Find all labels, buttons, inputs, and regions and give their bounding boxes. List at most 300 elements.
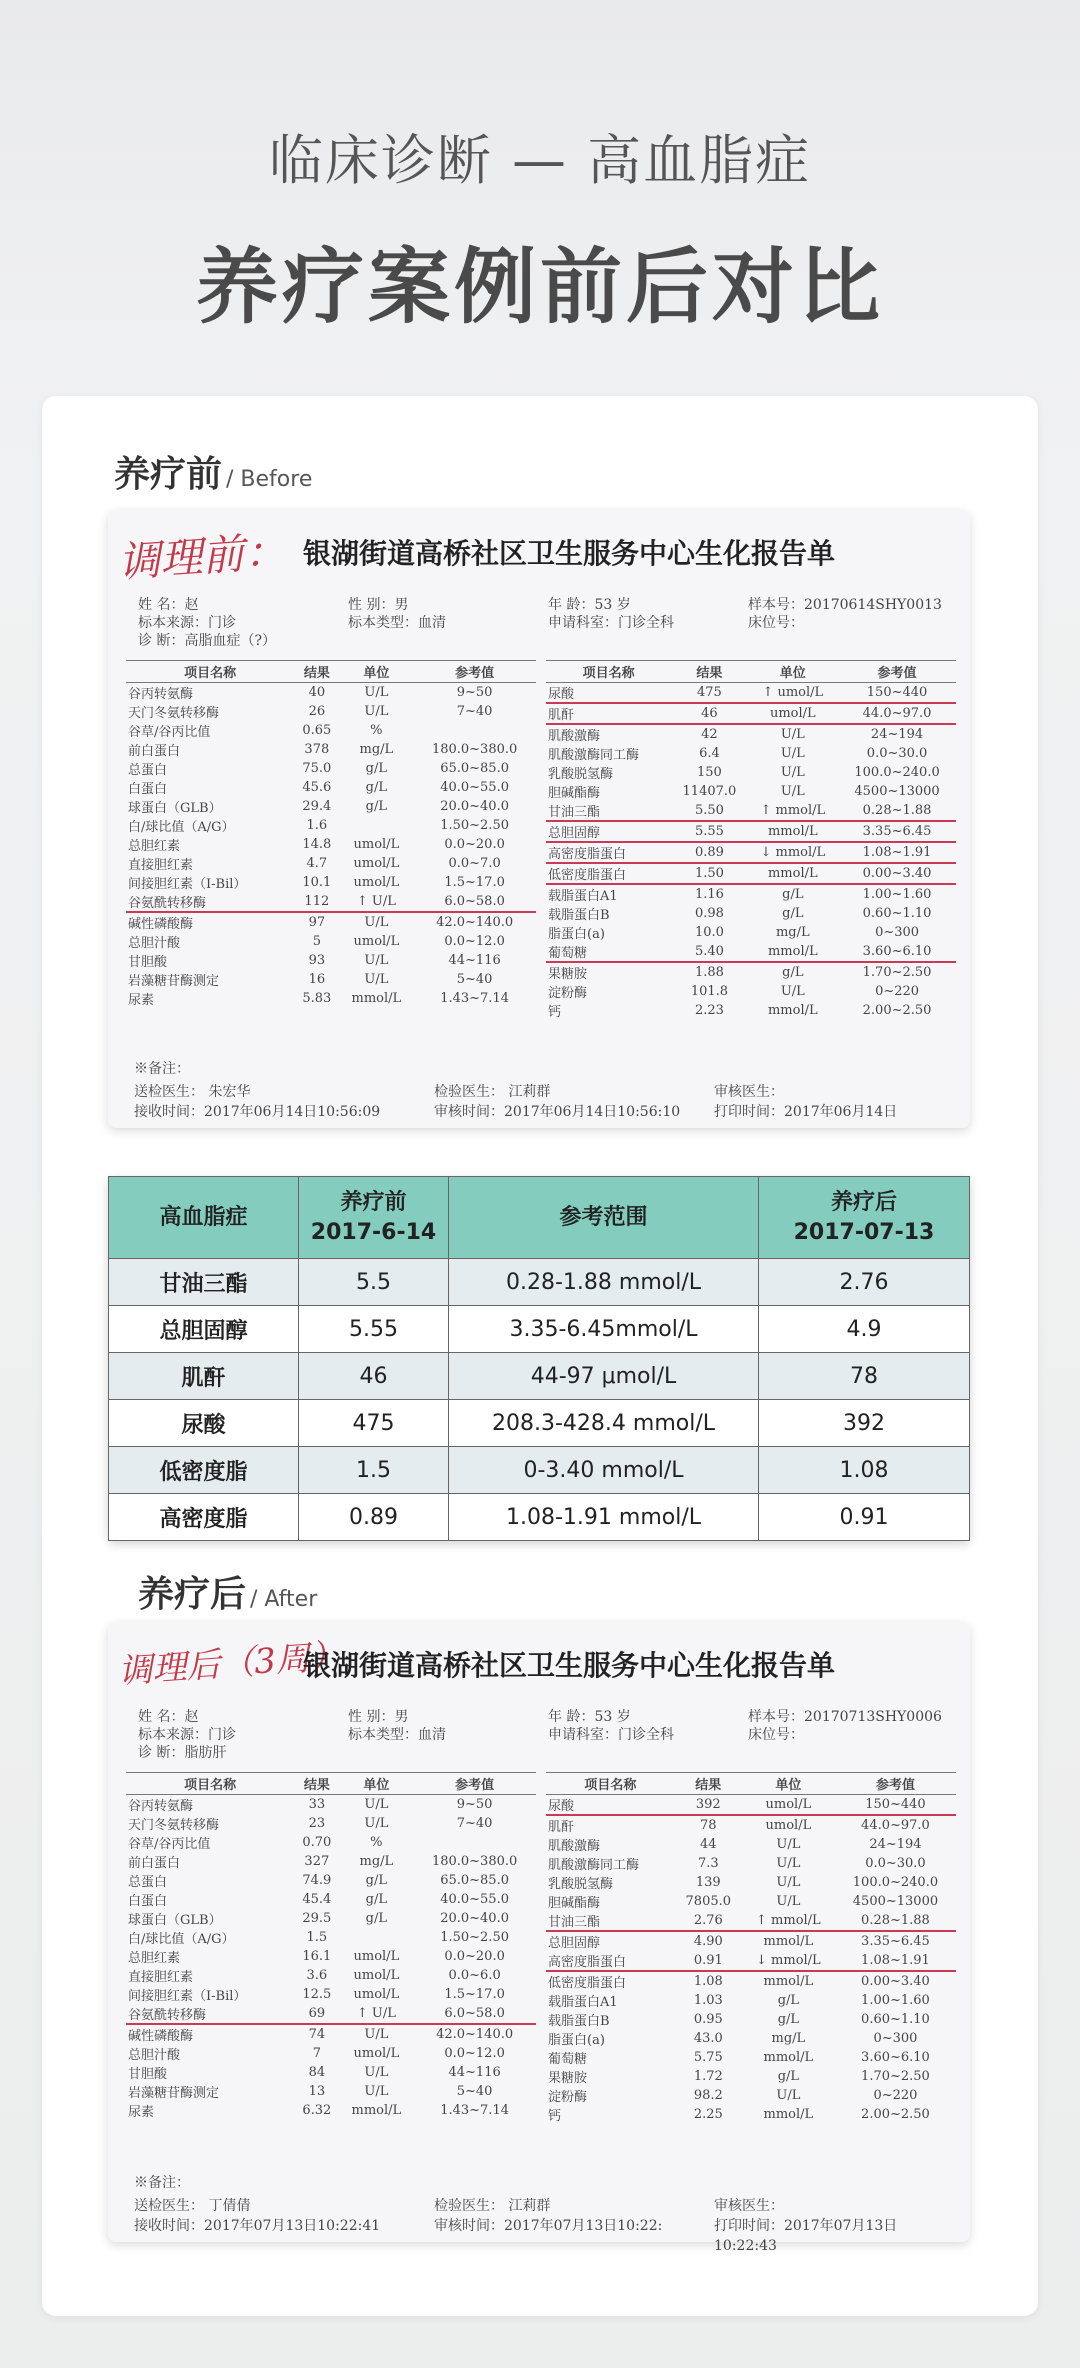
lab-row [546, 763, 956, 782]
lab-unit: mmol/L [763, 2050, 814, 2065]
lab-row [546, 801, 956, 821]
lab-item-name: 低密度脂蛋白 [546, 863, 671, 884]
lab-unit: umol/L [765, 1818, 812, 1833]
lab-reference: 2.00~2.50 [862, 1003, 932, 1018]
lab-item-name: 前白蛋白 [128, 1856, 181, 1871]
compare-header: 养疗前 2017-6-14 [299, 1177, 449, 1259]
compare-after: 1.08 [759, 1447, 970, 1494]
compare-row [109, 1353, 970, 1400]
lab-column-header: 参考值 [835, 1773, 956, 1795]
lab-reference: 3.60~6.10 [861, 2050, 930, 2065]
lab-result: 392 [675, 1795, 742, 1816]
lab-row [546, 1854, 956, 1873]
lab-result: 5.40 [671, 942, 747, 962]
lab-result: 74 [308, 2027, 326, 2042]
lab-item-name: 葡萄糖 [548, 2052, 588, 2067]
lab-row [126, 1814, 536, 1833]
lab-item-name: 谷氨酰转移酶 [126, 892, 294, 912]
report-meta [138, 1708, 950, 1762]
lab-row [126, 873, 536, 892]
report-footer [134, 2196, 950, 2256]
lab-item-name: 谷丙转氨酶 [128, 687, 194, 702]
lab-result: 1.16 [694, 887, 724, 902]
lab-item-name: 总胆固醇 [548, 1936, 601, 1951]
lab-reference: 1.5~17.0 [444, 875, 505, 890]
lab-unit: g/L [365, 1911, 388, 1926]
lab-row [546, 1795, 956, 1816]
lab-unit: U/L [780, 727, 805, 742]
lab-item-name: 谷丙转氨酶 [128, 1799, 194, 1814]
meta-bed: 床位号： [748, 615, 804, 631]
lab-unit: U/L [364, 953, 389, 968]
lab-result: 14.8 [302, 837, 332, 852]
lab-item-name: 白/球比值（A/G） [128, 1932, 235, 1947]
lab-reference: 0.0~30.0 [865, 1856, 926, 1871]
lab-result: 3.6 [306, 1968, 328, 1983]
lab-result: 69 [294, 2004, 339, 2024]
lab-row [126, 683, 536, 703]
lab-reference: 3.35~6.45 [861, 1934, 930, 1949]
meta-age: 年 龄：53 岁 [548, 597, 631, 613]
lab-reference: 0~300 [875, 925, 920, 940]
lab-row [126, 2063, 536, 2082]
lab-row [546, 884, 956, 904]
lab-reference: 0.0~12.0 [444, 2046, 505, 2061]
lab-result: 26 [308, 704, 326, 719]
lab-result: 7 [312, 2046, 321, 2061]
lab-item-name: 碱性磷酸酶 [128, 2029, 194, 2044]
lab-reference: 150~440 [838, 683, 956, 704]
lab-result: 1.6 [306, 818, 328, 833]
lab-result: 112 [294, 892, 339, 912]
lab-reference [413, 1833, 536, 1852]
lab-reference: 40.0~55.0 [440, 1892, 509, 1907]
meta-diagnosis: 诊 断：脂肪肝 [138, 1745, 227, 1761]
lab-unit: g/L [365, 761, 388, 776]
lab-unit: umol/L [353, 856, 400, 871]
lab-item-name: 球蛋白（GLB） [128, 801, 222, 816]
handwritten-stamp: 调理前： [116, 526, 288, 587]
lab-row [546, 744, 956, 763]
compare-header: 参考范围 [449, 1177, 759, 1259]
footer-doctor: 送检医生： 朱宏华 [134, 1084, 251, 1100]
lab-result: 5.75 [693, 2050, 723, 2065]
lab-row [126, 778, 536, 797]
lab-item-name: 总胆红素 [128, 1951, 181, 1966]
lab-item-name: 岩藻糖苷酶测定 [128, 974, 220, 989]
lab-item-name: 高密度脂蛋白 [546, 1951, 675, 1971]
footer-received: 接收时间：2017年07月13日10:22:41 [134, 2218, 381, 2234]
lab-reference: 6.0~58.0 [413, 892, 536, 912]
lab-table-left [126, 660, 536, 1008]
lab-reference: 0.0~7.0 [448, 856, 501, 871]
handwritten-stamp: 调理后（3周） [117, 1636, 346, 1692]
lab-result: 1.5 [306, 1930, 328, 1945]
lab-unit: umol/L [748, 703, 839, 724]
lab-item-name: 直接胆红素 [128, 858, 194, 873]
lab-item-name: 果糖胺 [548, 967, 588, 982]
lab-item-name: 总蛋白 [128, 1875, 168, 1890]
meta-age: 年 龄：53 岁 [548, 1709, 631, 1725]
content-card [42, 396, 1038, 2316]
report-notes: ※备注： [134, 1061, 190, 1077]
lab-unit: g/L [365, 799, 388, 814]
lab-row [546, 1815, 956, 1835]
lab-item-name: 甘油三酯 [546, 801, 671, 821]
lab-item-name: 尿酸 [546, 1795, 675, 1816]
lab-item-name: 直接胆红素 [128, 1970, 194, 1985]
lab-row [126, 951, 536, 970]
footer-printed: 打印时间：2017年06月14日 [714, 1104, 898, 1120]
lab-row [126, 721, 536, 740]
lab-item-name: 总蛋白 [128, 763, 168, 778]
lab-unit: umol/L [353, 1987, 400, 2002]
lab-row [126, 816, 536, 835]
lab-reference: 1.50~2.50 [440, 1930, 509, 1945]
lab-unit: mg/L [775, 925, 810, 940]
lab-results [126, 660, 956, 1020]
lab-unit: g/L [777, 2012, 800, 2027]
lab-result: 45.6 [302, 780, 332, 795]
lab-unit: U/L [776, 1837, 801, 1852]
lab-unit [339, 1928, 413, 1947]
before-label-zh: 养疗前 [114, 454, 223, 495]
lab-result: 78 [700, 1818, 717, 1833]
lab-row [126, 702, 536, 721]
lab-result: 5.83 [302, 991, 332, 1006]
lab-result: 2.76 [675, 1911, 742, 1931]
lab-item-name: 果糖胺 [548, 2071, 588, 2086]
lab-row [126, 1852, 536, 1871]
compare-metric: 甘油三酯 [109, 1259, 299, 1306]
lab-reference: 42.0~140.0 [436, 2027, 514, 2042]
compare-range: 3.35-6.45mmol/L [449, 1306, 759, 1353]
lab-unit: mmol/L [351, 2103, 402, 2118]
lab-result: 45.4 [302, 1892, 332, 1907]
lab-row [546, 821, 956, 842]
lab-result: 7.3 [697, 1856, 719, 1871]
lab-result: 29.4 [302, 799, 332, 814]
lab-result: 33 [308, 1797, 326, 1812]
compare-before: 1.5 [299, 1447, 449, 1494]
meta-sample-no: 样本号：20170614SHY0013 [748, 597, 942, 613]
lab-item-name: 肌酸激酶 [548, 729, 601, 744]
lab-item-name: 乳酸脱氢酶 [548, 767, 614, 782]
lab-row [126, 835, 536, 854]
lab-item-name: 甘胆酸 [128, 2067, 168, 2082]
report-title: 银湖街道高桥社区卫生服务中心生化报告单 [302, 537, 835, 570]
lab-reference: 7~40 [456, 1816, 493, 1831]
lab-reference: 65.0~85.0 [440, 761, 509, 776]
lab-unit: mg/L [771, 2031, 806, 2046]
lab-row [546, 1931, 956, 1951]
lab-column-header: 参考值 [413, 661, 536, 683]
lab-item-name: 钙 [548, 2109, 562, 2124]
lab-row [546, 782, 956, 801]
lab-unit: mmol/L [748, 863, 839, 884]
lab-unit: U/L [364, 685, 389, 700]
lab-row [126, 1833, 536, 1852]
lab-item-name: 高密度脂蛋白 [546, 842, 671, 863]
lab-row [126, 759, 536, 778]
lab-item-name: 前白蛋白 [128, 744, 181, 759]
lab-item-name: 钙 [548, 1005, 562, 1020]
lab-result: 0.98 [694, 906, 724, 921]
lab-unit: g/L [365, 1892, 388, 1907]
lab-reference: 0.0~12.0 [444, 934, 505, 949]
before-section-label [114, 446, 312, 497]
lab-unit: U/L [776, 1856, 801, 1871]
lab-reference: 100.0~240.0 [852, 1875, 939, 1890]
lab-unit: U/L [364, 704, 389, 719]
lab-unit: U/L [780, 784, 805, 799]
compare-after: 78 [759, 1353, 970, 1400]
lab-result: 150 [697, 765, 722, 780]
lab-row [126, 892, 536, 912]
lab-unit: umol/L [742, 1795, 835, 1816]
lab-table-left [126, 1772, 536, 2120]
meta-sample-no: 样本号：20170713SHY0006 [748, 1709, 942, 1725]
meta-gender: 性 别：男 [348, 597, 409, 613]
lab-unit: U/L [776, 1894, 801, 1909]
lab-reference: 1.70~2.50 [862, 965, 932, 980]
meta-source: 标本来源：门诊 [138, 615, 236, 631]
lab-reference: 3.60~6.10 [838, 942, 956, 962]
lab-reference: 40.0~55.0 [440, 780, 509, 795]
report-before [108, 510, 970, 1128]
compare-metric: 低密度脂 [109, 1447, 299, 1494]
compare-row [109, 1306, 970, 1353]
compare-range: 0.28-1.88 mmol/L [449, 1259, 759, 1306]
lab-item-name: 尿素 [128, 2105, 155, 2120]
lab-row [126, 1909, 536, 1928]
lab-reference: 5~40 [456, 972, 493, 987]
lab-unit: mmol/L [351, 991, 402, 1006]
lab-unit: mmol/L [748, 942, 839, 962]
lab-column-header: 参考值 [413, 1773, 536, 1795]
lab-unit: % [370, 1835, 383, 1850]
lab-unit: g/L [782, 965, 804, 980]
lab-column-header: 结果 [671, 661, 747, 683]
lab-result: 0.70 [302, 1835, 332, 1850]
lab-unit: U/L [780, 984, 805, 999]
lab-result: 139 [695, 1875, 721, 1890]
lab-item-name: 肌酸激酶同工酶 [548, 1858, 640, 1873]
compare-range: 44-97 μmol/L [449, 1353, 759, 1400]
lab-row [126, 740, 536, 759]
hero-title: 养疗案例前后对比 [195, 240, 884, 335]
lab-reference: 0.0~30.0 [866, 746, 928, 761]
lab-result: 1.72 [693, 2069, 723, 2084]
lab-table-right [546, 660, 956, 1020]
meta-sample-type: 标本类型：血清 [348, 1727, 446, 1743]
lab-result: 75.0 [302, 761, 332, 776]
lab-row [546, 1971, 956, 1991]
lab-item-name: 白蛋白 [128, 782, 168, 797]
lab-result: 6.32 [302, 2103, 332, 2118]
lab-unit: U/L [776, 2088, 801, 2103]
lab-result: 0.91 [675, 1951, 742, 1971]
lab-item-name: 淀粉酶 [548, 986, 588, 1001]
report-meta [138, 596, 950, 650]
lab-result: 43.0 [693, 2031, 723, 2046]
lab-reference: 42.0~140.0 [436, 915, 514, 930]
lab-row [546, 1835, 956, 1854]
lab-unit: umol/L [353, 837, 400, 852]
lab-column-header: 结果 [294, 1773, 339, 1795]
lab-reference: 44~116 [448, 2065, 501, 2080]
lab-result: 6.4 [699, 746, 720, 761]
lab-item-name: 球蛋白（GLB） [128, 1913, 222, 1928]
lab-result: 97 [308, 915, 326, 930]
lab-reference: 180.0~380.0 [431, 742, 518, 757]
after-section-label [138, 1566, 317, 1617]
lab-reference: 9~50 [456, 1797, 493, 1812]
lab-reference: 44~116 [448, 953, 501, 968]
lab-unit: ↑ U/L [339, 2004, 413, 2024]
lab-column-header: 单位 [339, 661, 413, 683]
lab-item-name: 载脂蛋白B [548, 908, 610, 923]
lab-row [546, 904, 956, 923]
lab-result: 12.5 [302, 1987, 332, 2002]
lab-row [546, 923, 956, 942]
lab-row [546, 863, 956, 884]
lab-reference: 7~40 [456, 704, 493, 719]
lab-result: 74.9 [302, 1873, 332, 1888]
lab-unit: U/L [780, 746, 805, 761]
lab-item-name: 碱性磷酸酶 [128, 917, 194, 932]
lab-row [126, 1890, 536, 1909]
lab-reference: 0.60~1.10 [862, 906, 932, 921]
lab-unit: ↓ mmol/L [748, 842, 839, 863]
lab-unit: mg/L [359, 742, 394, 757]
lab-reference: 0~220 [875, 984, 920, 999]
lab-reference: 6.0~58.0 [413, 2004, 536, 2024]
lab-reference: 0~300 [873, 2031, 918, 2046]
lab-unit: % [370, 723, 383, 738]
compare-before: 5.5 [299, 1259, 449, 1306]
lab-item-name: 岩藻糖苷酶测定 [128, 2086, 220, 2101]
lab-reference: 1.00~1.60 [862, 887, 932, 902]
lab-reference: 44.0~97.0 [838, 703, 956, 724]
lab-unit: umol/L [353, 2046, 400, 2061]
hero-subtitle: 临床诊断 — 高血脂症 [268, 129, 812, 192]
lab-result: 327 [304, 1854, 330, 1869]
compare-before: 5.55 [299, 1306, 449, 1353]
lab-item-name: 谷草/谷丙比值 [128, 725, 211, 740]
lab-row [546, 703, 956, 724]
lab-unit: umol/L [353, 1949, 400, 1964]
compare-row [109, 1259, 970, 1306]
lab-reference: 150~440 [835, 1795, 956, 1816]
compare-after: 0.91 [759, 1494, 970, 1541]
lab-unit: U/L [780, 765, 805, 780]
lab-unit: U/L [364, 915, 389, 930]
lab-reference: 100.0~240.0 [854, 765, 940, 780]
lab-row [546, 1873, 956, 1892]
lab-column-header: 项目名称 [126, 661, 294, 683]
lab-reference: 1.5~17.0 [444, 1987, 505, 2002]
lab-row [126, 854, 536, 873]
lab-unit: mmol/L [748, 821, 839, 842]
lab-result: 4.90 [693, 1934, 723, 1949]
lab-row [546, 842, 956, 863]
lab-item-name: 甘油三酯 [546, 1911, 675, 1931]
lab-unit: g/L [365, 780, 388, 795]
after-label-en: / After [250, 1587, 318, 1612]
lab-item-name: 尿酸 [546, 683, 671, 704]
lab-result: 46 [671, 703, 747, 724]
lab-item-name: 脂蛋白(a) [548, 927, 605, 942]
lab-reference: 0.60~1.10 [861, 2012, 930, 2027]
lab-reference [413, 721, 536, 740]
report-after [108, 1622, 970, 2254]
lab-row [126, 1795, 536, 1815]
lab-result: 5.50 [671, 801, 747, 821]
lab-result: 10.1 [302, 875, 332, 890]
lab-row [546, 2086, 956, 2105]
compare-after: 4.9 [759, 1306, 970, 1353]
after-label-zh: 养疗后 [138, 1574, 247, 1615]
lab-result: 2.23 [694, 1003, 724, 1018]
footer-reviewed: 审核时间：2017年07月13日10:22: [434, 2218, 663, 2234]
lab-row [546, 1991, 956, 2010]
lab-result: 42 [701, 727, 718, 742]
compare-metric: 肌酐 [109, 1353, 299, 1400]
lab-reference: 20.0~40.0 [440, 1911, 509, 1926]
lab-reference: 180.0~380.0 [431, 1854, 518, 1869]
lab-result: 101.8 [690, 984, 729, 999]
lab-reference: 4500~13000 [854, 784, 940, 799]
lab-column-header: 项目名称 [546, 661, 671, 683]
lab-item-name: 甘胆酸 [128, 955, 168, 970]
lab-unit: U/L [364, 2027, 389, 2042]
lab-reference: 0.00~3.40 [838, 863, 956, 884]
lab-item-name: 肌酸激酶同工酶 [548, 748, 640, 763]
lab-row [126, 989, 536, 1008]
compare-range: 1.08-1.91 mmol/L [449, 1494, 759, 1541]
lab-result: 5.55 [671, 821, 747, 842]
lab-column-header: 单位 [339, 1773, 413, 1795]
compare-after: 392 [759, 1400, 970, 1447]
lab-item-name: 白/球比值（A/G） [128, 820, 235, 835]
compare-header: 高血脂症 [109, 1177, 299, 1259]
lab-unit: ↑ U/L [339, 892, 413, 912]
lab-row [546, 1911, 956, 1931]
compare-row [109, 1447, 970, 1494]
lab-reference: 65.0~85.0 [440, 1873, 509, 1888]
lab-result: 98.2 [693, 2088, 723, 2103]
compare-header: 养疗后 2017-07-13 [759, 1177, 970, 1259]
lab-reference: 24~194 [869, 1837, 922, 1852]
lab-unit: mmol/L [767, 1003, 818, 1018]
meta-dept: 申请科室：门诊全科 [548, 1727, 674, 1743]
lab-row [546, 1951, 956, 1971]
lab-row [126, 2101, 536, 2120]
footer-printed: 打印时间：2017年07月13日10:22:43 [714, 2218, 898, 2254]
lab-item-name: 间接胆红素（I-Bil） [128, 877, 247, 892]
lab-unit: umol/L [353, 934, 400, 949]
lab-column-header: 结果 [294, 661, 339, 683]
lab-item-name: 载脂蛋白A1 [548, 889, 618, 904]
lab-row [126, 1928, 536, 1947]
lab-result: 10.0 [694, 925, 724, 940]
lab-unit: umol/L [353, 1968, 400, 1983]
lab-row [546, 2067, 956, 2086]
lab-row [126, 1871, 536, 1890]
lab-item-name: 肌酸激酶 [548, 1839, 601, 1854]
lab-result: 1.88 [694, 965, 724, 980]
